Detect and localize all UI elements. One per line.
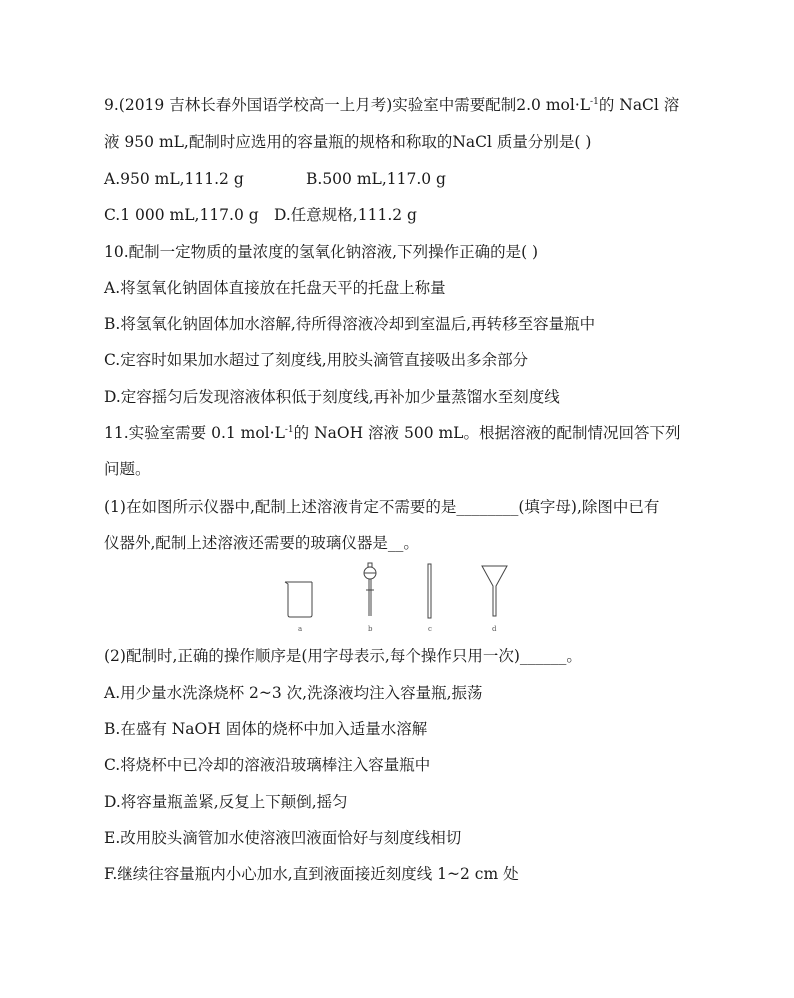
figure-label-b: b <box>368 625 373 633</box>
q11-step-b: B.在盛有 NaOH 固体的烧杯中加入适量水溶解 <box>104 720 428 738</box>
q9-option-b: B.500 mL,117.0 g <box>306 170 446 188</box>
beaker-icon <box>285 582 312 617</box>
q10-option-b: B.将氢氧化钠固体加水溶解,待所得溶液冷却到室温后,再转移至容量瓶中 <box>104 315 596 333</box>
q11-step-e: E.改用胶头滴管加水使溶液凹液面恰好与刻度线相切 <box>104 829 462 847</box>
funnel-icon <box>482 566 507 616</box>
q11-step-a: A.用少量水洗涤烧杯 2~3 次,洗涤液均注入容量瓶,振荡 <box>104 684 483 702</box>
q9-stem-text: 9.(2019 吉林长春外国语学校高一上月考)实验室中需要配制2.0 mol·L <box>104 96 591 114</box>
q9-option-a: A.950 mL,111.2 g <box>104 170 244 188</box>
q10-option-a: A.将氢氧化钠固体直接放在托盘天平的托盘上称量 <box>104 279 446 297</box>
q9-stem-line2: 液 950 mL,配制时应选用的容量瓶的规格和称取的NaCl 质量分别是( ) <box>104 133 592 151</box>
apparatus-figure <box>280 560 520 638</box>
q10-option-d: D.定容摇匀后发现溶液体积低于刻度线,再补加少量蒸馏水至刻度线 <box>104 388 560 406</box>
q10-stem: 10.配制一定物质的量浓度的氢氧化钠溶液,下列操作正确的是( ) <box>104 243 539 261</box>
q11-part2: (2)配制时,正确的操作顺序是(用字母表示,每个操作只用一次)______。 <box>104 647 582 665</box>
figure-label-d: d <box>492 625 497 633</box>
q10-option-c: C.定容时如果加水超过了刻度线,用胶头滴管直接吸出多余部分 <box>104 351 529 369</box>
q11-stem-line2: 问题。 <box>104 460 151 478</box>
q11-stem-line1 <box>104 423 680 443</box>
figure-label-c: c <box>428 625 432 633</box>
superscript: -1 <box>590 97 599 107</box>
q11-stem-text: 的 NaOH 溶液 500 mL。根据溶液的配制情况回答下列 <box>293 424 681 442</box>
flask-icon <box>364 563 376 616</box>
q11-step-d: D.将容量瓶盖紧,反复上下颠倒,摇匀 <box>104 793 348 811</box>
q11-step-c: C.将烧杯中已冷却的溶液沿玻璃棒注入容量瓶中 <box>104 756 431 774</box>
q9-stem-line1 <box>104 95 679 115</box>
q11-stem-text: 11.实验室需要 0.1 mol·L <box>104 424 285 442</box>
q9-option-c: C.1 000 mL,117.0 g <box>104 206 259 224</box>
q11-part1-line1: (1)在如图所示仪器中,配制上述溶液肯定不需要的是________(填字母),除图中已有 <box>104 498 660 516</box>
q11-part1-line2: 仪器外,配制上述溶液还需要的玻璃仪器是__。 <box>104 534 419 552</box>
figure-label-a: a <box>298 625 303 633</box>
superscript: -1 <box>284 425 294 435</box>
glass-rod-icon <box>428 564 431 618</box>
q9-stem-text: 的 NaCl 溶 <box>598 96 680 114</box>
q9-option-d: D.任意规格,111.2 g <box>274 206 417 224</box>
q11-step-f: F.继续往容量瓶内小心加水,直到液面接近刻度线 1~2 cm 处 <box>104 865 519 883</box>
